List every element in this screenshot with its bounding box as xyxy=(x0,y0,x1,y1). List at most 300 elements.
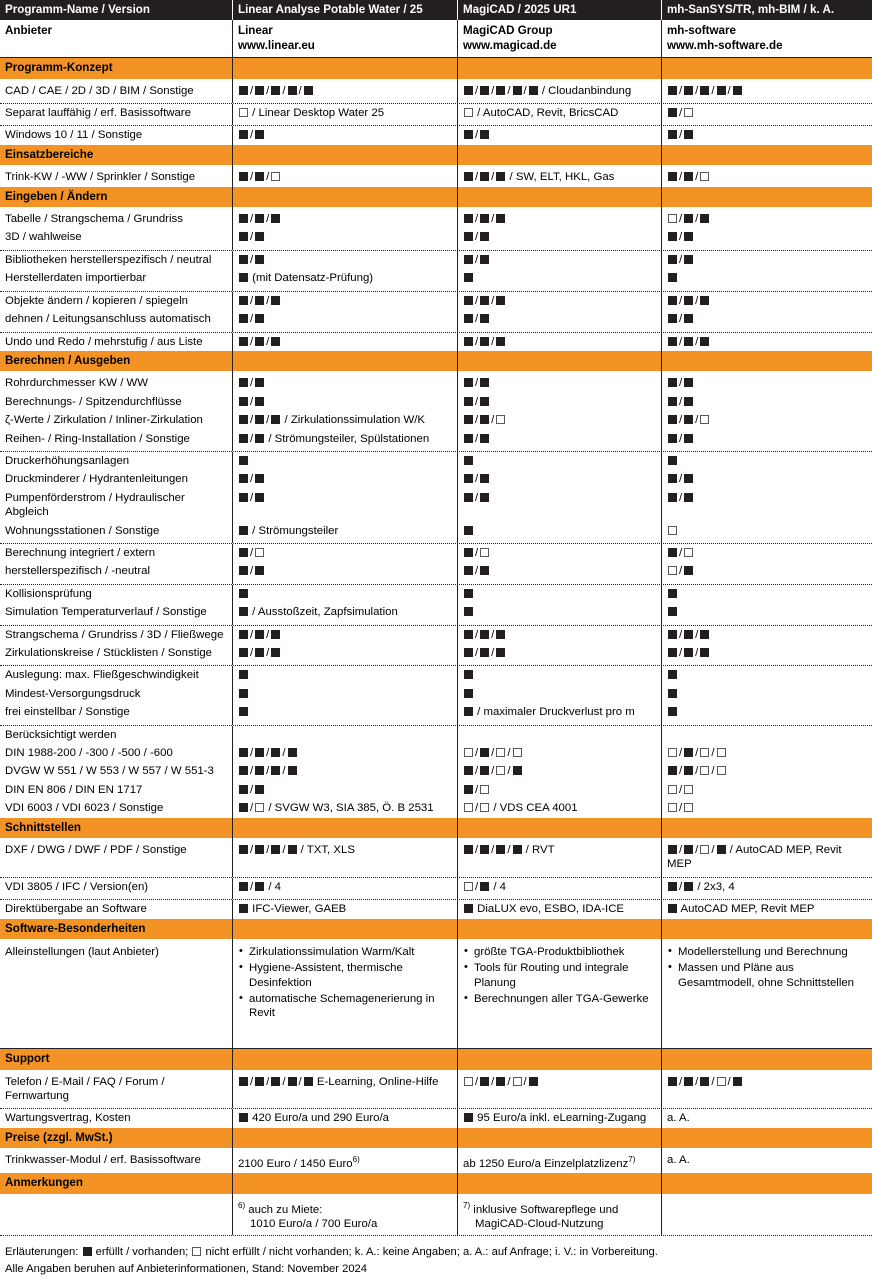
vendor-1-name: Linear xyxy=(238,24,273,38)
row-label: ζ-Werte / Zirkulation / Inliner-Zirkulation xyxy=(5,414,203,427)
filled-box-icon xyxy=(239,337,248,346)
filled-box-icon xyxy=(480,86,489,95)
value-cell xyxy=(232,838,457,877)
value-cell xyxy=(457,726,661,744)
filled-box-icon xyxy=(239,314,248,323)
filled-box-icon xyxy=(717,845,726,854)
filled-box-icon xyxy=(255,214,264,223)
filled-box-icon xyxy=(239,648,248,657)
empty-box-icon xyxy=(668,785,677,794)
row-label: DXF / DWG / DWF / PDF / Sonstige xyxy=(5,844,187,857)
filled-box-icon xyxy=(239,766,248,775)
table-row xyxy=(0,228,872,250)
filled-box-icon xyxy=(239,214,248,223)
section-band xyxy=(0,919,872,939)
empty-box-icon xyxy=(668,526,677,535)
cell-note: ab 1250 Euro/a Einzelplatzlizenz xyxy=(463,1157,629,1170)
empty-box-icon xyxy=(668,748,677,757)
value-cell xyxy=(232,939,457,1048)
filled-box-icon xyxy=(668,255,677,264)
table-row xyxy=(0,1109,872,1127)
filled-box-icon xyxy=(700,214,709,223)
value-cell xyxy=(457,104,661,125)
table-row xyxy=(0,762,872,780)
filled-box-icon xyxy=(239,707,248,716)
separator-slash: / xyxy=(250,171,254,184)
section-band-spacer xyxy=(232,1173,457,1193)
separator-slash: / xyxy=(679,432,683,445)
section-title: Preise (zzgl. MwSt.) xyxy=(5,1130,113,1144)
separator-slash: / xyxy=(695,844,699,857)
value-cell xyxy=(232,333,457,351)
empty-box-icon xyxy=(684,548,693,557)
separator-slash: / xyxy=(475,377,479,390)
separator-slash: / xyxy=(679,377,683,390)
separator-slash: / xyxy=(475,647,479,659)
value-cell xyxy=(661,333,872,351)
value-cell xyxy=(661,666,872,684)
separator-slash: / xyxy=(679,491,683,504)
value-cell xyxy=(232,799,457,817)
footnote-line-1: $^{7)}$ inklusive Softwarepflege und xyxy=(463,1200,619,1216)
filled-box-icon xyxy=(496,648,505,657)
footnote-marker: 7) xyxy=(463,1200,471,1210)
empty-box-icon xyxy=(271,172,280,181)
value-cell xyxy=(661,292,872,310)
filled-box-icon xyxy=(271,214,280,223)
separator-slash: / xyxy=(266,747,270,760)
separator-slash: / xyxy=(250,294,254,307)
table-row xyxy=(0,333,872,351)
value-cell xyxy=(232,1070,457,1109)
value-cell xyxy=(661,644,872,665)
filled-box-icon xyxy=(684,255,693,264)
separator-slash: / xyxy=(282,84,286,97)
value-cell xyxy=(661,900,872,918)
separator-slash: / xyxy=(475,802,479,815)
vendor-2-name: MagiCAD Group xyxy=(463,24,553,38)
value-cell xyxy=(457,762,661,780)
table-row xyxy=(0,1148,872,1173)
section-band-spacer xyxy=(457,919,661,939)
section-band-spacer xyxy=(457,351,661,371)
filled-box-icon xyxy=(684,296,693,305)
separator-slash: / xyxy=(491,171,495,184)
filled-box-icon xyxy=(480,648,489,657)
filled-box-icon xyxy=(668,130,677,139)
value-cell xyxy=(457,452,661,470)
separator-slash: / xyxy=(679,844,683,857)
cell-note: a. A. xyxy=(667,1112,690,1125)
cell-note: AutoCAD MEP, Revit MEP xyxy=(678,903,815,916)
value-cell xyxy=(661,939,872,1048)
cell-note: IFC-Viewer, GAEB xyxy=(249,903,347,916)
value-cell xyxy=(661,411,872,429)
separator-slash: / xyxy=(679,313,683,326)
filled-box-icon xyxy=(668,397,677,406)
section-title: Software-Besonderheiten xyxy=(5,921,146,935)
separator-slash: / xyxy=(679,880,683,893)
filled-box-icon xyxy=(271,648,280,657)
section-band xyxy=(0,58,872,78)
table-row xyxy=(0,411,872,429)
table-row xyxy=(0,371,872,392)
separator-slash: / xyxy=(507,844,511,857)
feature-list xyxy=(238,945,453,1020)
separator-slash: / xyxy=(695,84,699,97)
feature-list-item: • Zirkulationssimulation Warm/Kalt xyxy=(249,945,453,959)
empty-box-icon xyxy=(684,785,693,794)
filled-box-icon xyxy=(668,1077,677,1086)
filled-box-icon xyxy=(271,630,280,639)
separator-slash: / xyxy=(711,844,715,857)
separator-slash: / xyxy=(679,565,683,578)
filled-box-icon xyxy=(464,630,473,639)
filled-box-icon xyxy=(255,434,264,443)
value-cell xyxy=(232,562,457,583)
filled-box-icon xyxy=(668,689,677,698)
separator-slash: / xyxy=(266,84,270,97)
separator-slash: / xyxy=(475,313,479,326)
filled-box-icon xyxy=(668,589,677,598)
section-band-spacer xyxy=(661,919,872,939)
filled-box-icon xyxy=(668,434,677,443)
value-cell xyxy=(457,1070,661,1109)
section-band-spacer xyxy=(232,145,457,165)
filled-box-icon xyxy=(668,86,677,95)
filled-box-icon xyxy=(668,296,677,305)
filled-box-icon xyxy=(480,232,489,241)
filled-box-icon xyxy=(700,296,709,305)
feature-list-item: • Massen und Pläne aus Gesamtmodell, ohne Schnittstellen xyxy=(678,961,868,989)
filled-box-icon xyxy=(480,214,489,223)
filled-box-icon xyxy=(239,434,248,443)
row-label: Bibliotheken herstellerspezifisch / neutral xyxy=(5,253,212,266)
section-band-spacer xyxy=(661,1128,872,1148)
empty-box-icon xyxy=(496,415,505,424)
value-cell xyxy=(232,165,457,186)
filled-box-icon xyxy=(668,456,677,465)
empty-box-icon xyxy=(513,1077,522,1086)
value-cell xyxy=(232,626,457,644)
row-label: Wohnungsstationen / Sonstige xyxy=(5,524,160,537)
filled-box-icon xyxy=(239,566,248,575)
value-cell xyxy=(457,838,661,877)
filled-box-icon xyxy=(684,748,693,757)
row-label: Direktübergabe an Software xyxy=(5,903,147,916)
filled-box-icon xyxy=(684,86,693,95)
row-label: VDI 3805 / IFC / Version(en) xyxy=(5,880,149,893)
table-body xyxy=(0,58,872,1236)
table-row xyxy=(0,666,872,684)
value-cell xyxy=(457,1194,661,1236)
filled-box-icon xyxy=(480,378,489,387)
section-band-spacer xyxy=(457,1049,661,1069)
row-label: Mindest-Versorgungsdruck xyxy=(5,687,141,700)
filled-box-icon xyxy=(684,630,693,639)
separator-slash: / xyxy=(475,395,479,408)
value-cell xyxy=(232,292,457,310)
filled-box-icon xyxy=(464,474,473,483)
header-product-1: Linear Analyse Potable Water / 25 xyxy=(232,0,457,20)
separator-slash: / xyxy=(507,1075,511,1088)
cell-note: 2100 Euro / 1450 Euro xyxy=(238,1157,353,1170)
section-title: Programm-Konzept xyxy=(5,61,113,75)
table-header-row xyxy=(0,0,872,20)
filled-box-icon xyxy=(239,689,248,698)
filled-box-icon xyxy=(464,397,473,406)
separator-slash: / xyxy=(266,1075,270,1088)
separator-slash: / xyxy=(250,377,254,390)
table-row xyxy=(0,310,872,332)
separator-slash: / xyxy=(475,546,479,559)
filled-box-icon xyxy=(700,337,709,346)
value-cell xyxy=(232,430,457,451)
filled-box-icon xyxy=(668,845,677,854)
separator-slash: / xyxy=(250,546,254,559)
filled-box-icon xyxy=(496,214,505,223)
empty-box-icon xyxy=(513,748,522,757)
filled-box-icon xyxy=(733,1077,742,1086)
filled-box-icon xyxy=(480,766,489,775)
filled-box-icon xyxy=(684,214,693,223)
filled-box-icon xyxy=(480,474,489,483)
cell-note: / Ausstoßzeit, Zapfsimulation xyxy=(249,606,398,619)
table-row xyxy=(0,489,872,522)
separator-slash: / xyxy=(250,231,254,244)
filled-box-icon xyxy=(684,493,693,502)
separator-slash: / xyxy=(727,1075,731,1088)
empty-box-icon xyxy=(668,803,677,812)
filled-box-icon xyxy=(288,845,297,854)
empty-box-icon xyxy=(464,748,473,757)
footnote-marker: 7) xyxy=(628,1155,636,1165)
cell-note: 95 Euro/a inkl. eLearning-Zugang xyxy=(474,1112,647,1125)
section-band xyxy=(0,351,872,371)
separator-slash: / xyxy=(475,844,479,857)
separator-slash: / xyxy=(695,747,699,760)
filled-box-icon xyxy=(700,1077,709,1086)
cell-note: / Strömungsteiler, Spülstationen xyxy=(265,432,430,445)
filled-box-icon xyxy=(271,337,280,346)
table-row xyxy=(0,900,872,918)
empty-box-icon xyxy=(700,415,709,424)
separator-slash: / xyxy=(491,84,495,97)
filled-box-icon xyxy=(684,1077,693,1086)
filled-box-icon xyxy=(255,296,264,305)
value-cell xyxy=(661,562,872,583)
table-row xyxy=(0,292,872,310)
separator-slash: / xyxy=(711,1075,715,1088)
table-row xyxy=(0,126,872,144)
table-row xyxy=(0,430,872,452)
row-label: Tabelle / Strangschema / Grundriss xyxy=(5,213,183,226)
filled-box-icon xyxy=(668,707,677,716)
separator-slash: / xyxy=(282,1075,286,1088)
separator-slash: / xyxy=(475,880,479,893)
row-label: Trinkwasser-Modul / erf. Basissoftware xyxy=(5,1154,201,1167)
filled-box-icon xyxy=(239,526,248,535)
row-label: Pumpenförderstrom / Hydraulischer Abgleich xyxy=(5,491,185,519)
table-row xyxy=(0,165,872,186)
separator-slash: / xyxy=(523,84,527,97)
separator-slash: / xyxy=(250,647,254,659)
section-band-spacer xyxy=(457,1128,661,1148)
separator-slash: / xyxy=(679,335,683,348)
filled-box-icon xyxy=(684,434,693,443)
row-label: dehnen / Leitungsanschluss automatisch xyxy=(5,313,211,326)
separator-slash: / xyxy=(250,473,254,486)
section-band-spacer xyxy=(232,351,457,371)
value-cell xyxy=(457,900,661,918)
filled-box-icon xyxy=(496,1077,505,1086)
empty-box-icon xyxy=(717,766,726,775)
table-row xyxy=(0,1194,872,1237)
filled-box-icon xyxy=(480,296,489,305)
row-label: Simulation Temperaturverlauf / Sonstige xyxy=(5,606,207,619)
separator-slash: / xyxy=(711,765,715,778)
separator-slash: / xyxy=(250,395,254,408)
cell-note: DiaLUX evo, ESBO, IDA-ICE xyxy=(474,903,625,916)
filled-box-icon xyxy=(513,845,522,854)
separator-slash: / xyxy=(711,84,715,97)
separator-slash: / xyxy=(475,84,479,97)
vendor-2-url: www.magicad.de xyxy=(463,38,557,52)
cell-note: / AutoCAD MEP, Revit MEP xyxy=(667,844,842,871)
filled-box-icon xyxy=(496,630,505,639)
section-band-spacer xyxy=(661,1049,872,1069)
cell-note: a. A. xyxy=(667,1154,690,1167)
section-band-spacer xyxy=(232,818,457,838)
separator-slash: / xyxy=(491,213,495,226)
separator-slash: / xyxy=(266,335,270,348)
filled-box-icon xyxy=(288,86,297,95)
row-label: Berücksichtigt werden xyxy=(5,728,117,741)
table-row xyxy=(0,744,872,762)
vendor-1 xyxy=(232,20,457,57)
filled-box-icon xyxy=(668,548,677,557)
value-cell xyxy=(661,489,872,522)
empty-box-icon xyxy=(684,108,693,117)
separator-slash: / xyxy=(250,844,254,857)
footnote-line-2: 1010 Euro/a / 700 Euro/a xyxy=(250,1217,378,1230)
legend-prefix: Erläuterungen: xyxy=(5,1246,79,1259)
section-band-spacer xyxy=(661,1173,872,1193)
separator-slash: / xyxy=(475,783,479,796)
filled-box-icon xyxy=(684,415,693,424)
value-cell xyxy=(232,228,457,249)
legend-footer xyxy=(0,1236,872,1278)
empty-box-icon xyxy=(464,1077,473,1086)
filled-box-icon xyxy=(239,255,248,264)
row-label: Telefon / E-Mail / FAQ / Forum / Fernwartung xyxy=(5,1075,165,1102)
separator-slash: / xyxy=(298,84,302,97)
filled-box-icon xyxy=(668,378,677,387)
section-title: Berechnen / Ausgeben xyxy=(5,353,131,367)
separator-slash: / xyxy=(250,84,254,97)
value-cell xyxy=(457,269,661,290)
separator-slash: / xyxy=(266,294,270,307)
filled-box-icon xyxy=(255,630,264,639)
filled-box-icon xyxy=(239,493,248,502)
value-cell xyxy=(457,393,661,411)
filled-box-icon xyxy=(271,845,280,854)
value-cell xyxy=(661,781,872,799)
empty-box-icon xyxy=(239,108,248,117)
filled-box-icon xyxy=(668,108,677,117)
row-label: Windows 10 / 11 / Sonstige xyxy=(5,129,143,142)
value-cell xyxy=(661,799,872,817)
filled-box-icon xyxy=(239,397,248,406)
value-cell xyxy=(661,393,872,411)
vendor-3-url: www.mh-software.de xyxy=(667,38,783,52)
separator-slash: / xyxy=(679,253,683,266)
value-cell xyxy=(661,310,872,331)
section-title: Eingeben / Ändern xyxy=(5,189,108,203)
separator-slash: / xyxy=(679,802,683,815)
empty-box-icon xyxy=(700,766,709,775)
separator-slash: / xyxy=(250,129,254,142)
cell-note: / SW, ELT, HKL, Gas xyxy=(506,171,615,184)
value-cell xyxy=(457,489,661,522)
feature-list-item: • Tools für Routing und integrale Planung xyxy=(474,961,657,989)
filled-box-icon xyxy=(668,314,677,323)
value-cell xyxy=(661,544,872,562)
filled-box-icon xyxy=(684,130,693,139)
value-cell xyxy=(457,544,661,562)
separator-slash: / xyxy=(250,491,254,504)
row-label: Zirkulationskreise / Stücklisten / Sonstige xyxy=(5,647,213,659)
table-row xyxy=(0,703,872,725)
filled-box-icon xyxy=(668,630,677,639)
filled-box-icon xyxy=(464,607,473,616)
filled-box-icon xyxy=(496,86,505,95)
legend-empty-text: nicht erfüllt / nicht vorhanden; k. A.: keine Angaben; a. A.: auf Anfrage; i. V.: in Vorbereitung. xyxy=(205,1246,658,1259)
filled-box-icon xyxy=(271,766,280,775)
value-cell xyxy=(661,1109,872,1127)
empty-box-icon xyxy=(192,1247,201,1256)
value-cell xyxy=(457,585,661,603)
separator-slash: / xyxy=(475,171,479,184)
value-cell xyxy=(232,603,457,624)
filled-box-icon xyxy=(304,1077,313,1086)
value-cell xyxy=(457,878,661,899)
value-cell xyxy=(232,251,457,269)
value-cell xyxy=(232,544,457,562)
value-cell xyxy=(457,411,661,429)
filled-box-icon xyxy=(288,766,297,775)
value-cell xyxy=(457,562,661,583)
filled-box-icon xyxy=(239,232,248,241)
value-cell xyxy=(232,781,457,799)
filled-box-icon xyxy=(239,803,248,812)
vendor-label: Anbieter xyxy=(5,24,53,38)
value-cell xyxy=(661,470,872,488)
filled-box-icon xyxy=(271,1077,280,1086)
separator-slash: / xyxy=(679,84,683,97)
separator-slash: / xyxy=(695,765,699,778)
filled-box-icon xyxy=(464,314,473,323)
table-row xyxy=(0,838,872,878)
footnote-line-2: MagiCAD-Cloud-Nutzung xyxy=(475,1217,604,1230)
value-cell xyxy=(661,1070,872,1109)
filled-box-icon xyxy=(684,172,693,181)
header-program-name: Programm-Name / Version xyxy=(5,3,150,16)
value-cell xyxy=(457,1148,661,1173)
separator-slash: / xyxy=(250,565,254,578)
filled-box-icon xyxy=(239,1077,248,1086)
separator-slash: / xyxy=(695,647,699,659)
